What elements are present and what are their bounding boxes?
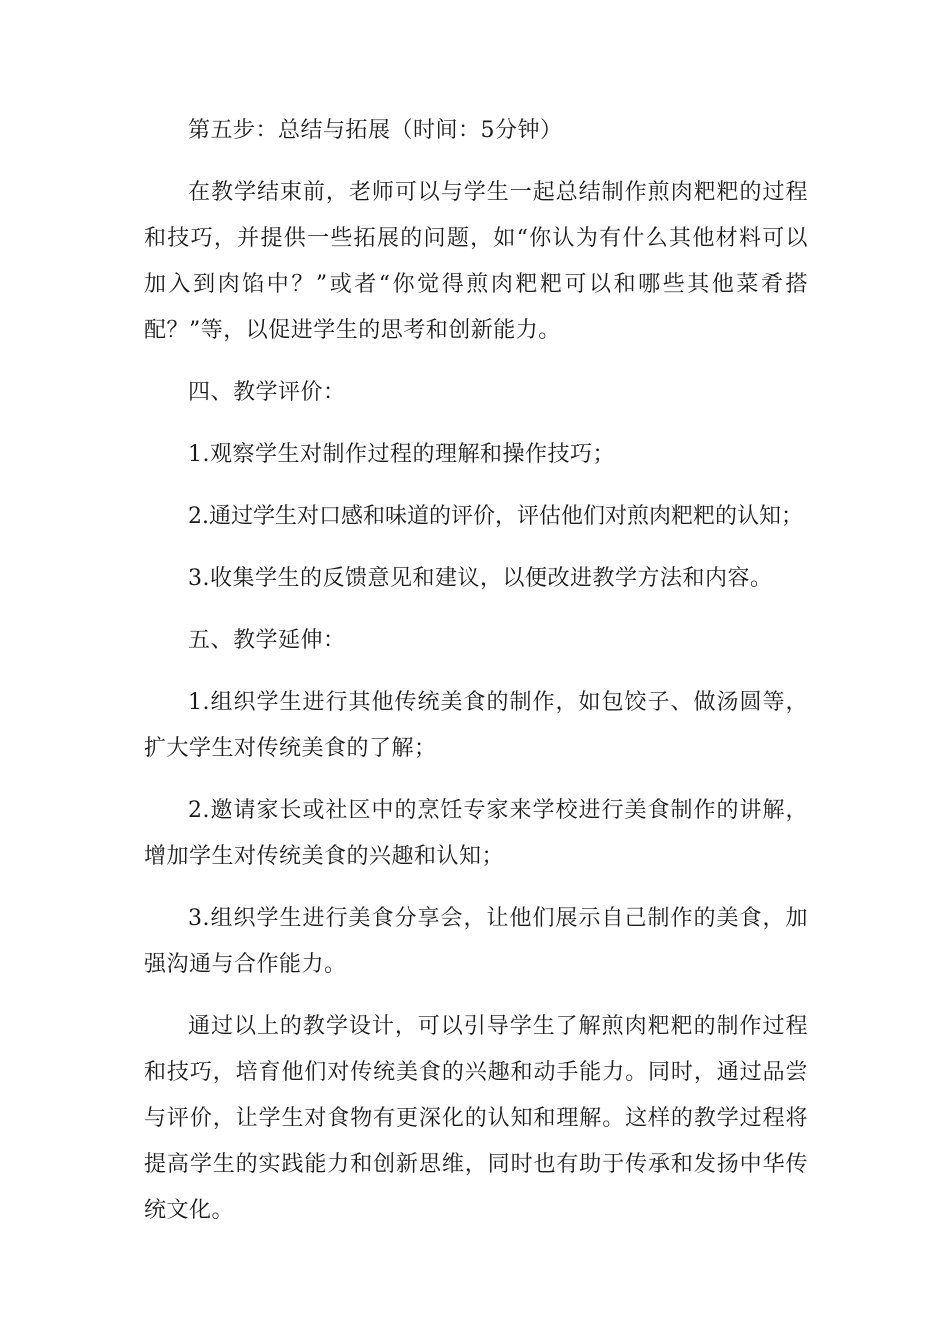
evaluation-item-3: 3.收集学生的反馈意见和建议，以便改进教学方法和内容。 xyxy=(188,566,773,591)
summary-paragraph: 在教学结束前，老师可以与学生一起总结制作煎肉粑粑的过程和技巧，并提供一些拓展的问题，如“你认为有什么其他材料可以加入到肉馅中？”或者“你觉得煎肉粑粑可以和哪些其他菜肴搭配？”等，以促进学生的思考和创新能力。 xyxy=(144,180,808,343)
conclusion-paragraph: 通过以上的教学设计，可以引导学生了解煎肉粑粑的制作过程和技巧，培育他们对传统美食的兴趣和动手能力。同时，通过品尝与评价，让学生对食物有更深化的认知和理解。这样的教学过程将提高学生的实践能力和创新思维，同时也有助于传承和发扬中华传统文化。 xyxy=(144,1014,808,1223)
extension-item-1: 1.组织学生进行其他传统美食的制作，如包饺子、做汤圆等，扩大学生对传统美食的了解； xyxy=(144,690,808,761)
step-five-heading: 第五步：总结与拓展（时间：5分钟） xyxy=(188,118,563,143)
extension-item-3: 3.组织学生进行美食分享会，让他们展示自己制作的美食，加强沟通与合作能力。 xyxy=(144,906,808,977)
extension-heading: 五、教学延伸： xyxy=(188,628,346,653)
document-body xyxy=(144,108,808,1250)
evaluation-item-2: 2.通过学生对口感和味道的评价，评估他们对煎肉粑粑的认知； xyxy=(188,504,803,529)
extension-item-2: 2.邀请家长或社区中的烹饪专家来学校进行美食制作的讲解，增加学生对传统美食的兴趣和认知； xyxy=(144,798,808,869)
evaluation-item-1: 1.观察学生对制作过程的理解和操作技巧； xyxy=(188,442,615,467)
evaluation-heading: 四、教学评价： xyxy=(188,380,346,405)
